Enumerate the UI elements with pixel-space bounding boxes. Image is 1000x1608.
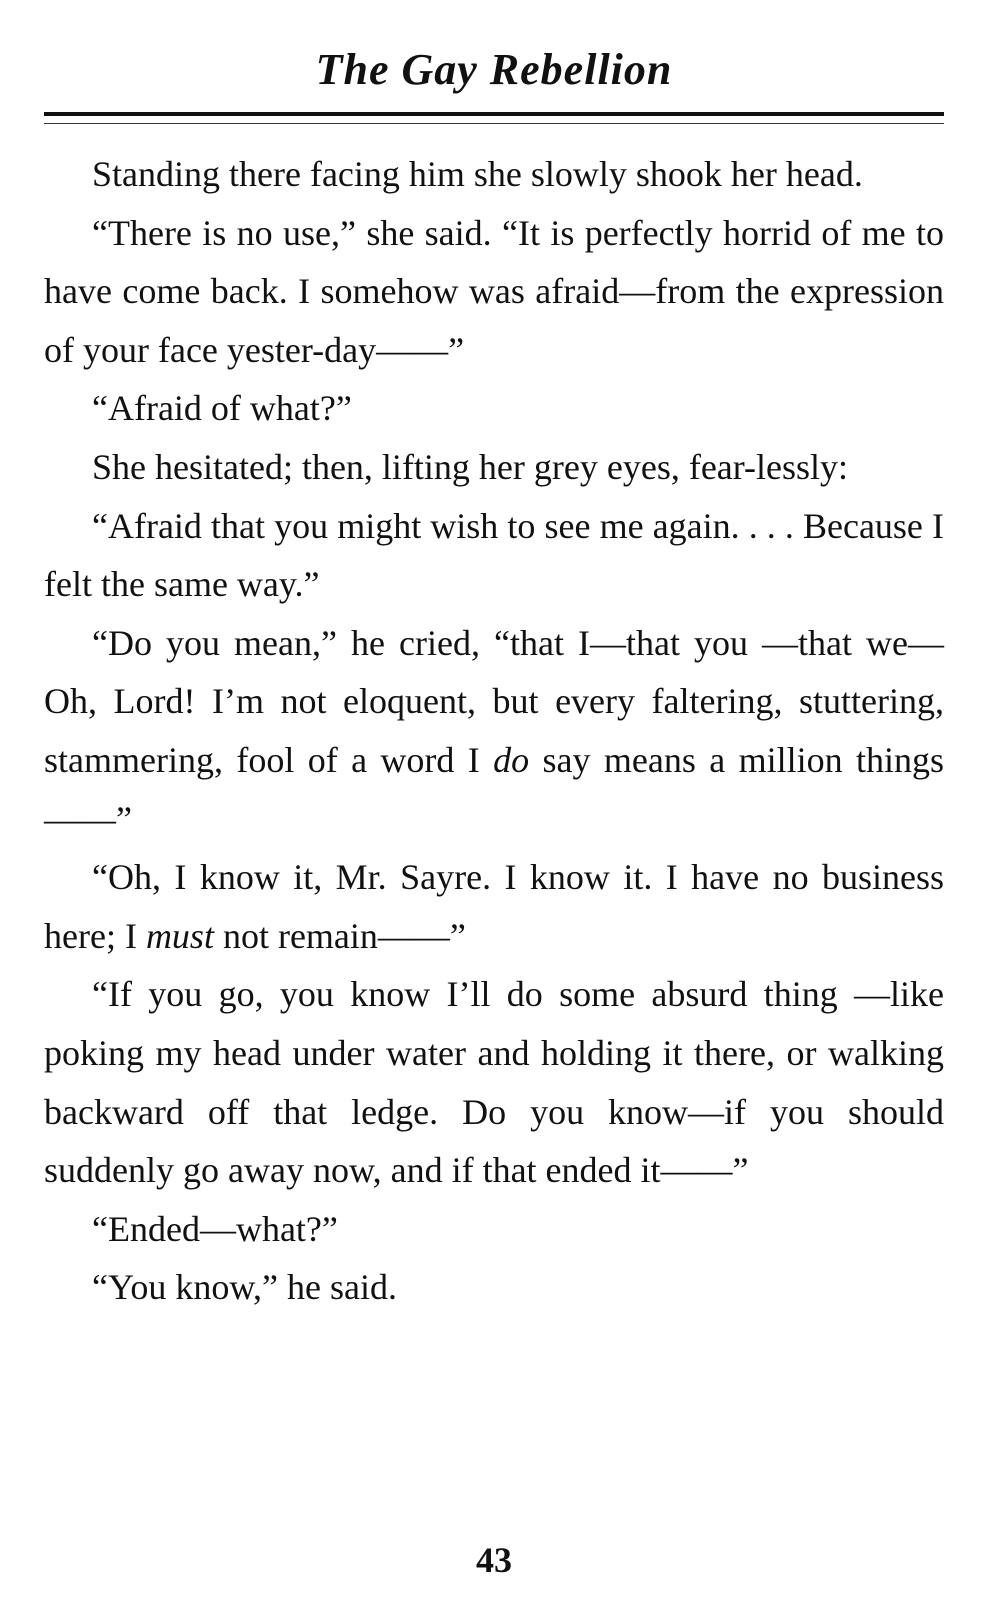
text-run: “Afraid of what?” [92,388,352,429]
body-text [44,145,944,1317]
header-rule-thin [44,123,944,124]
paragraph [44,614,944,848]
text-run: say means a million things——” [44,739,944,839]
paragraph [44,497,944,614]
paragraph [44,965,944,1199]
paragraph [44,145,944,204]
page-number: 43 [476,1540,512,1580]
paragraph [44,204,944,380]
paragraph [44,1258,944,1317]
text-run: “You know,” he said. [92,1267,397,1308]
running-head: The Gay Rebellion [315,45,673,94]
text-run: “Ended—what?” [92,1208,338,1249]
paragraph [44,379,944,438]
italic-run: do [493,739,530,780]
book-page [44,0,944,1608]
paragraph [44,848,944,965]
italic-run: must [145,915,214,956]
header-rule-thick [44,112,944,116]
text-run: not remain——” [213,915,466,956]
text-run: “There is no use,” she said. “It is perfectly horrid of me to have come back. I somehow was afraid—from the expression of your face yester-day——” [44,212,944,370]
text-run: “Oh, I know it, Mr. Sayre. I know it. I have no business here; I [44,857,944,956]
text-run: Standing there facing him she slowly shook her head. [92,154,863,194]
text-run: “If you go, you know I’ll do some absurd thing —like poking my head under water and holding it there, or walking backward off that ledge. Do you know—if you should suddenly go away now, and if that ended it——” [44,974,944,1191]
text-run: She hesitated; then, lifting her grey eyes, fear-lessly: [92,446,849,487]
paragraph [44,438,944,497]
paragraph [44,1200,944,1259]
text-run: “Afraid that you might wish to see me again. . . . Because I felt the same way.” [44,505,944,605]
text-run: “Do you mean,” he cried, “that I—that you —that we—Oh, Lord! I’m not eloquent, but every faltering, stuttering, stammering, fool of a word I [44,622,944,780]
